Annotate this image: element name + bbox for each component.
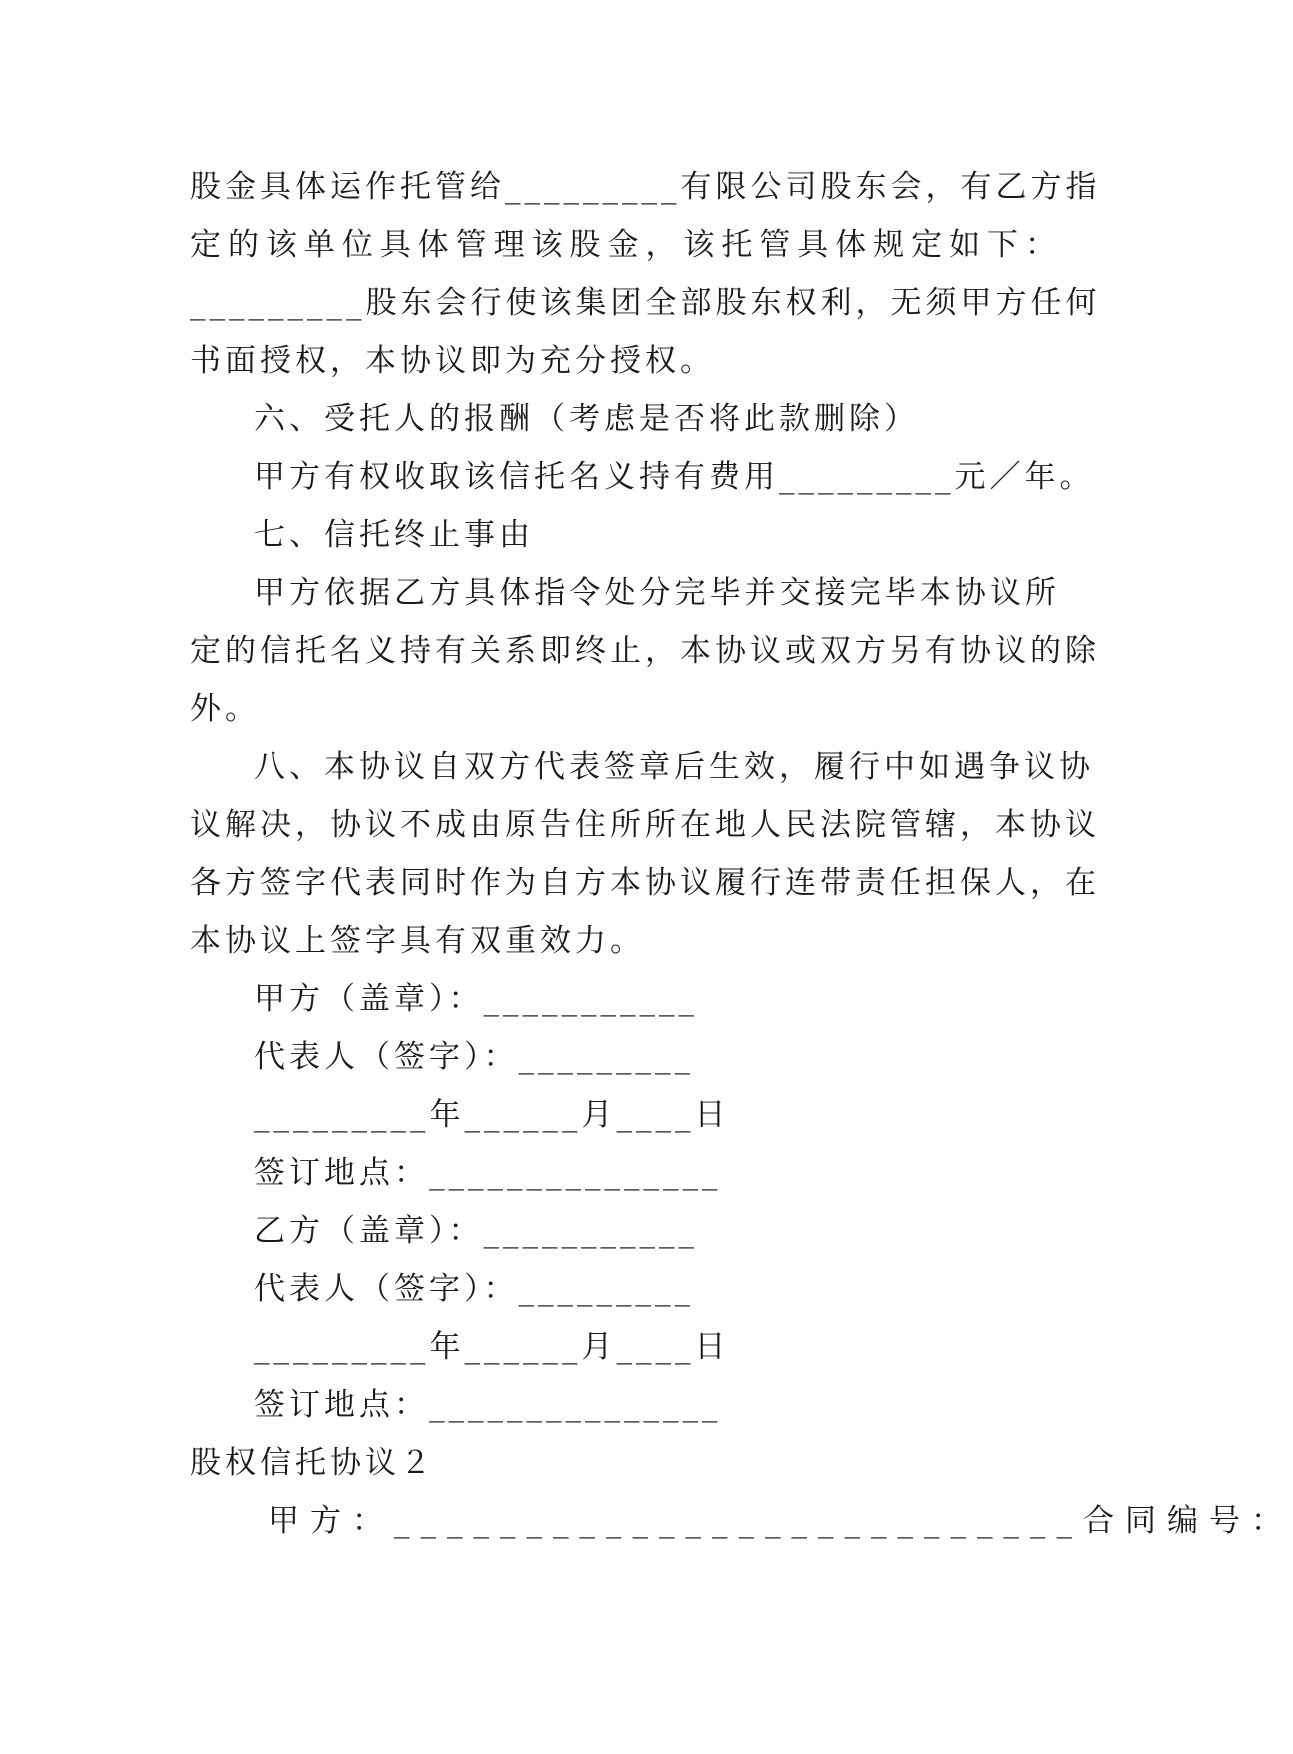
section-heading-6: 六、受托人的报酬（考虑是否将此款删除） <box>254 401 919 437</box>
paragraph-line: 定的该单位具体管理该股金，该托管具体规定如下： <box>190 227 1060 263</box>
document-title: 股权信托协议２ <box>190 1445 435 1481</box>
party-a-contract-number-line: 甲方：__________________________合同编号： <box>268 1503 1293 1539</box>
paragraph-line: 议解决，协议不成由原告住所所在地人民法院管辖，本协议 <box>190 807 1100 843</box>
paragraph-line: 甲方依据乙方具体指令处分完毕并交接完毕本协议所 <box>254 575 1060 611</box>
paragraph-line: 外。 <box>190 691 260 727</box>
party-a-place-field: 签订地点：_______________ <box>254 1155 722 1191</box>
party-a-representative-field: 代表人（签字）：_________ <box>254 1039 694 1075</box>
paragraph-line: 甲方有权收取该信托名义持有费用_________元／年。 <box>254 459 1095 495</box>
section-heading-8: 八、本协议自双方代表签章后生效，履行中如遇争议协 <box>254 749 1094 785</box>
paragraph-line: 本协议上签字具有双重效力。 <box>190 923 645 959</box>
section-heading-7: 七、信托终止事由 <box>254 517 534 553</box>
party-a-date-field: _________年______月____日 <box>254 1097 730 1133</box>
paragraph-line: 各方签字代表同时作为自方本协议履行连带责任担保人，在 <box>190 865 1100 901</box>
paragraph-line: 书面授权，本协议即为充分授权。 <box>190 343 715 379</box>
party-b-representative-field: 代表人（签字）：_________ <box>254 1271 694 1307</box>
party-b-date-field: _________年______月____日 <box>254 1329 730 1365</box>
paragraph-line: 定的信托名义持有关系即终止，本协议或双方另有协议的除 <box>190 633 1100 669</box>
paragraph-line: _________股东会行使该集团全部股东权利，无须甲方任何 <box>190 285 1101 321</box>
party-b-seal-field: 乙方（盖章）：___________ <box>254 1213 698 1249</box>
party-a-seal-field: 甲方（盖章）：___________ <box>254 981 698 1017</box>
party-b-place-field: 签订地点：_______________ <box>254 1387 722 1423</box>
paragraph-line: 股金具体运作托管给_________有限公司股东会，有乙方指 <box>190 169 1101 205</box>
